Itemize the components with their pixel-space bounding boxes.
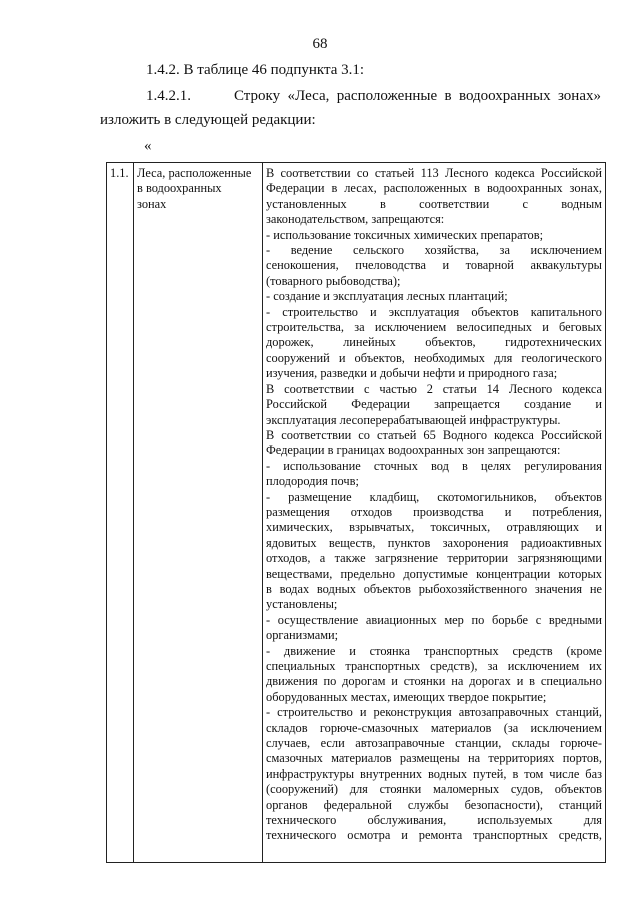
row-text-line: Федерации в границах водоохранных зон запрещаются: [266,443,561,458]
row-text-line: ядовитых веществ, пунктов захоронения радиоактивных [266,535,602,550]
row-name-line: зонах [137,196,167,211]
row-text-line: В соответствии со статьей 65 Водного кодекса Российской [266,427,602,442]
row-text-line: Федерации в лесах, расположенных в водоохранных зонах, [266,181,602,196]
row-text-line: эксплуатация лесоперерабатывающей инфраструктуры. [266,412,561,427]
row-text-line: сооружений и объектов, необходимых для геологического [266,350,602,365]
row-text-line: оборудованных местах, имеющих твердое покрытие; [266,689,547,704]
section-instruction: изложить в следующей редакции: [100,112,316,128]
row-text-line: специальных транспортных средств), за исключением их [266,659,602,673]
section-number: 1.4.2.1. [146,88,191,104]
row-text-line: - использование сточных вод в целях регулирования [266,458,602,473]
table-row [107,163,606,863]
row-text-line: установлены; [266,597,338,612]
row-text-line: - строительство и эксплуатация объектов капитального [266,304,602,319]
row-text-line: - создание и эксплуатация лесных плантаций; [266,289,508,304]
row-text-line: химических, взрывчатых, токсичных, отравляющих и [266,520,602,535]
row-text-line: технического обслуживания, используемых для [266,813,602,828]
row-text-line: (товарного рыбоводства); [266,273,401,288]
page-number: 68 [312,36,328,52]
row-text-line: В соответствии со статьей 113 Лесного кодекса Российской [266,166,602,180]
row-text-line: плодородия почв; [266,474,359,489]
row-text-line: организмами; [266,628,339,643]
opening-quote: « [144,138,152,154]
row-name-cell [134,163,263,863]
row-text-line: складов горюче-смазочных материалов (за исключением [266,720,602,735]
row-text-line: смазочных материалов размещены на территориях портов, [266,751,602,766]
row-text-line: случаев, если автозаправочные станции, склады горюче- [266,736,602,751]
section-heading-1-4-2: 1.4.2. В таблице 46 подпункта 3.1: [146,62,365,78]
row-text-line: веществами, предельно допустимые концентрации которых [266,566,602,581]
section-text: Строку «Леса, расположенные в водоохранных зонах» [234,88,601,104]
row-text-line: - размещение кладбищ, скотомогильников, объектов [266,489,602,504]
row-text-line: - строительство и реконструкция автозаправочных станций, [266,705,602,720]
row-text-line: (сооружений) для стоянки маломерных судов, объектов [266,782,602,797]
forest-restrictions-table [106,162,606,863]
row-number-cell: 1.1. [107,163,134,863]
row-text-line: - осуществление авиационных мер по борьбе с вредными [266,612,602,627]
row-text-line: размещения отходов производства и потребления, [266,504,602,519]
section-heading-1-4-2-1 [146,88,601,105]
row-text-cell [263,163,606,863]
row-text-line: изучения, разведки и добычи нефти и природного газа; [266,366,558,381]
row-text-line: Российской Федерации запрещается создание и [266,397,602,412]
row-text-line: законодательством, запрещаются: [266,212,445,227]
row-text-line: в водах водных объектов рыбохозяйственного значения не [266,581,602,596]
row-text-line: В соответствии с частью 2 статьи 14 Лесного кодекса [266,381,602,396]
row-text-line: дорожек, линейных объектов, гидротехнических [266,335,602,350]
row-text-line: отходов, а также загрязнение территории загрязняющими [266,551,602,566]
row-name-line: в водоохранных [137,181,222,196]
row-text-line: движения по дорогам и стоянки на дорогах и в специально [266,674,602,689]
row-name-line: Леса, расположенные [137,166,252,180]
row-text-line: инфраструктуры внутренних водных путей, в том числе баз [266,766,602,781]
row-text-line: - движение и стоянка транспортных средств (кроме [266,643,602,658]
row-text-line: - использование токсичных химических препаратов; [266,227,544,242]
row-text-line: установленных в соответствии с водным [266,196,602,211]
row-text-line: - ведение сельского хозяйства, за исключением [266,243,602,258]
row-text-line: органов федеральной службы безопасности), станций [266,797,602,812]
row-text-line: сенокошения, пчеловодства и товарной аквакультуры [266,258,602,273]
row-text-line: строительства, за исключением велосипедных и беговых [266,320,602,335]
row-text-line: технического осмотра и ремонта транспортных средств, [266,828,602,843]
